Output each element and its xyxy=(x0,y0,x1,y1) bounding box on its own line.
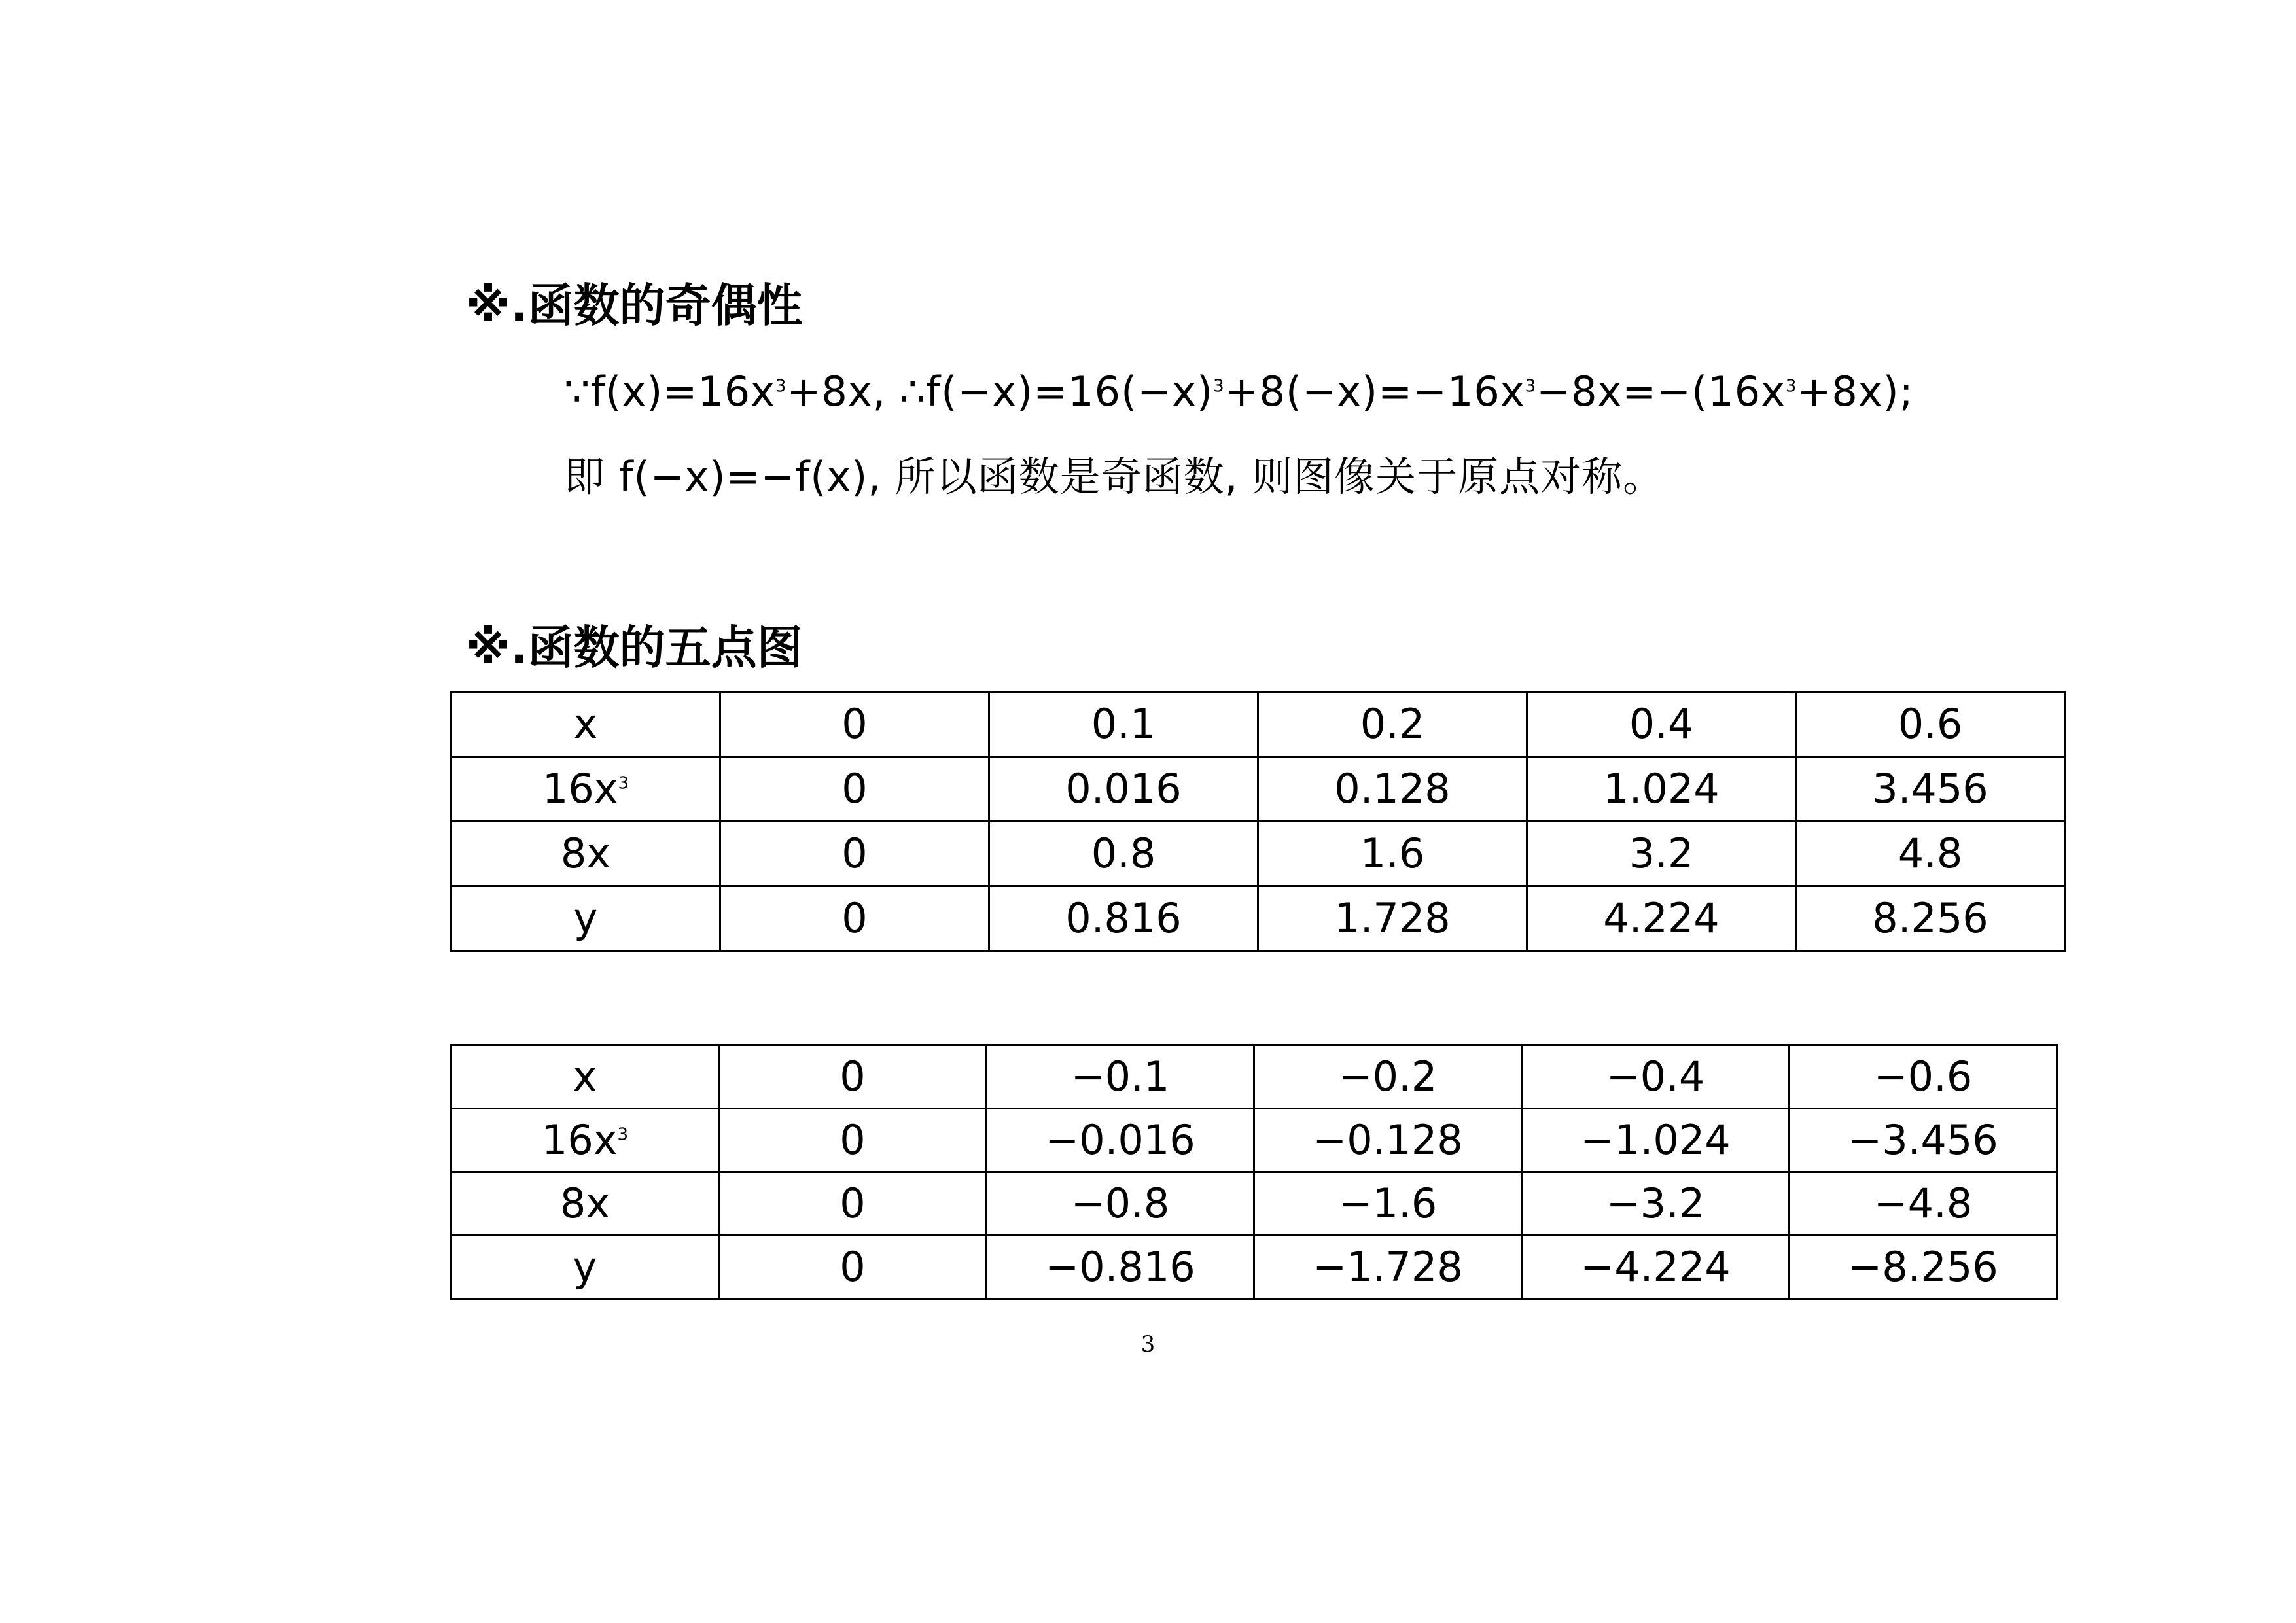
derivation-part: +8x); xyxy=(1797,368,1914,415)
value-cell: 4.8 xyxy=(1796,822,2065,886)
value-cell: −3.2 xyxy=(1522,1172,1790,1236)
value-cell: −1.024 xyxy=(1522,1109,1790,1172)
page-number: 3 xyxy=(1140,1331,1156,1357)
table-row xyxy=(451,886,2065,951)
row-label: 16x xyxy=(542,765,618,812)
value-cell: 0.2 xyxy=(1258,692,1527,757)
value-cell: 1.6 xyxy=(1258,822,1527,886)
table-row xyxy=(451,1045,2057,1109)
row-label: y xyxy=(573,1243,597,1291)
table-body xyxy=(451,692,2065,951)
row-label-cell xyxy=(451,1172,719,1236)
row-label: x xyxy=(573,700,598,748)
exponent: 3 xyxy=(1525,376,1537,396)
value-cell: −0.4 xyxy=(1522,1045,1790,1109)
table-row xyxy=(451,1236,2057,1299)
row-label: 8x xyxy=(560,829,611,877)
row-label-exponent: 3 xyxy=(618,773,629,794)
value-cell: −1.728 xyxy=(1254,1236,1522,1299)
row-label-cell xyxy=(451,822,720,886)
value-cell: −0.6 xyxy=(1790,1045,2057,1109)
value-cell: 0 xyxy=(719,1236,987,1299)
value-cell: 3.456 xyxy=(1796,757,2065,822)
value-cell: −0.8 xyxy=(987,1172,1254,1236)
value-cell: −4.8 xyxy=(1790,1172,2057,1236)
derivation-part: ∵f(x)=16x xyxy=(564,368,775,415)
negative-values-table xyxy=(450,1044,2058,1300)
row-label: x xyxy=(573,1053,597,1100)
row-label-cell xyxy=(451,757,720,822)
value-cell: −1.6 xyxy=(1254,1172,1522,1236)
exponent: 3 xyxy=(1785,376,1797,396)
derivation-part: −8x=−(16x xyxy=(1536,368,1786,415)
value-cell: −0.016 xyxy=(987,1109,1254,1172)
value-cell: 1.024 xyxy=(1527,757,1796,822)
row-label: 8x xyxy=(559,1179,610,1227)
parity-conclusion: 即 f(−x)=−f(x), 所以函数是奇函数, 则图像关于原点对称。 xyxy=(564,453,1665,500)
value-cell: 0 xyxy=(720,692,989,757)
value-cell: 1.728 xyxy=(1258,886,1527,951)
value-cell: 0.816 xyxy=(989,886,1258,951)
value-cell: −4.224 xyxy=(1522,1236,1790,1299)
value-cell: 3.2 xyxy=(1527,822,1796,886)
five-point-heading: ※.函数的五点图 xyxy=(466,621,803,674)
table-row xyxy=(451,822,2065,886)
value-cell: 0 xyxy=(719,1172,987,1236)
value-cell: 0.128 xyxy=(1258,757,1527,822)
value-cell: 8.256 xyxy=(1796,886,2065,951)
value-cell: 0 xyxy=(720,757,989,822)
table-body xyxy=(451,1045,2057,1299)
parity-derivation xyxy=(564,368,1914,415)
positive-values-table xyxy=(450,691,2066,952)
value-cell: −8.256 xyxy=(1790,1236,2057,1299)
row-label-cell xyxy=(451,1109,719,1172)
value-cell: −0.2 xyxy=(1254,1045,1522,1109)
parity-heading: ※.函数的奇偶性 xyxy=(466,279,803,332)
derivation-part: +8x, ∴f(−x)=16(−x) xyxy=(786,368,1214,415)
value-cell: 0 xyxy=(720,822,989,886)
value-cell: 0 xyxy=(719,1045,987,1109)
value-cell: 0.8 xyxy=(989,822,1258,886)
row-label-cell xyxy=(451,1045,719,1109)
exponent: 3 xyxy=(1213,376,1225,396)
value-cell: 4.224 xyxy=(1527,886,1796,951)
row-label: 16x xyxy=(541,1116,618,1164)
row-label-cell xyxy=(451,1236,719,1299)
row-label-cell xyxy=(451,886,720,951)
row-label-cell xyxy=(451,692,720,757)
table-row xyxy=(451,692,2065,757)
value-cell: −0.816 xyxy=(987,1236,1254,1299)
value-cell: −0.128 xyxy=(1254,1109,1522,1172)
value-cell: 0.6 xyxy=(1796,692,2065,757)
value-cell: 0 xyxy=(720,886,989,951)
value-cell: 0.1 xyxy=(989,692,1258,757)
row-label: y xyxy=(573,894,598,942)
value-cell: −0.1 xyxy=(987,1045,1254,1109)
value-cell: 0.016 xyxy=(989,757,1258,822)
value-cell: 0 xyxy=(719,1109,987,1172)
row-label-exponent: 3 xyxy=(617,1125,629,1145)
table-row xyxy=(451,757,2065,822)
value-cell: −3.456 xyxy=(1790,1109,2057,1172)
table-row xyxy=(451,1172,2057,1236)
derivation-part: +8(−x)=−16x xyxy=(1224,368,1525,415)
table-row xyxy=(451,1109,2057,1172)
exponent: 3 xyxy=(775,376,787,396)
value-cell: 0.4 xyxy=(1527,692,1796,757)
